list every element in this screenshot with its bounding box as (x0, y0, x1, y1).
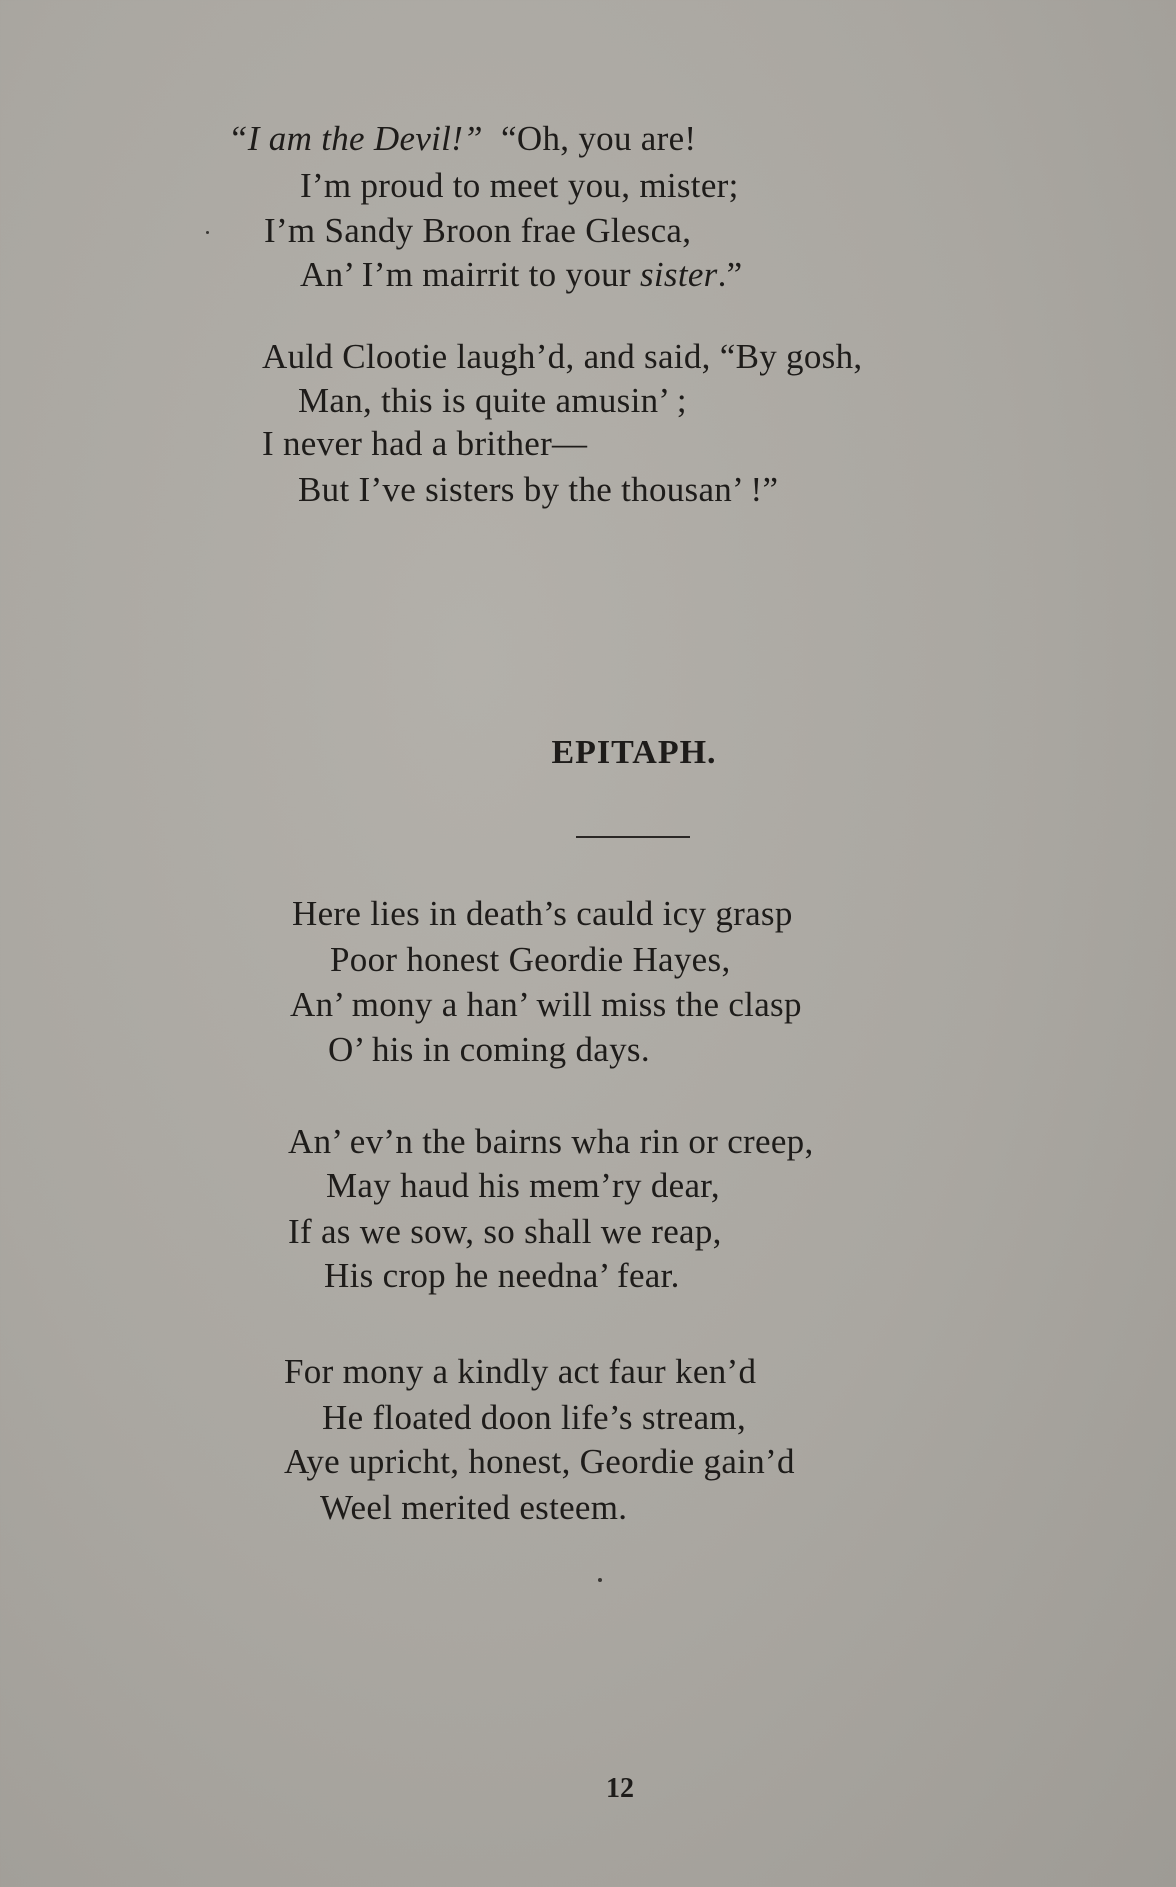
poem-line: An’ ev’n the bairns wha rin or creep, (288, 1122, 814, 1161)
poem-line: An’ I’m mairrit to your sister.” (300, 255, 743, 294)
poem-line: I never had a brither— (262, 424, 588, 463)
poem-line: Weel merited esteem. (320, 1488, 628, 1527)
quoted-speech: “I am the Devil!” (228, 119, 483, 158)
poem-line: Aye upricht, honest, Geordie gain’d (284, 1442, 795, 1481)
poem-line: I’m proud to meet you, mister; (300, 166, 739, 205)
poem-line: May haud his mem’ry dear, (326, 1166, 720, 1205)
poem-line: Auld Clootie laugh’d, and said, “By gosh, (262, 337, 863, 376)
poem-line: He floated doon life’s stream, (322, 1398, 747, 1437)
poem-line: If as we sow, so shall we reap, (288, 1212, 722, 1251)
poem-line: But I’ve sisters by the thousan’ !” (298, 470, 779, 509)
poem-line: O’ his in coming days. (328, 1030, 650, 1069)
poem-line: His crop he needna’ fear. (324, 1256, 680, 1295)
poem-line: For mony a kindly act faur ken’d (284, 1352, 757, 1391)
divider-rule (576, 836, 690, 838)
page-number: 12 (606, 1773, 634, 1804)
print-speck (598, 1578, 602, 1582)
italic-word: sister (639, 255, 718, 294)
poem-line: Man, this is quite amusin’ ; (298, 381, 687, 420)
section-heading: EPITAPH. (551, 734, 717, 771)
reply-text: “Oh, you are! (501, 119, 697, 158)
poem-line: An’ mony a han’ will miss the clasp (290, 985, 802, 1024)
poem-line: Poor honest Geordie Hayes, (330, 940, 731, 979)
poem-line (228, 119, 696, 159)
poem-line: Here lies in death’s cauld icy grasp (292, 894, 793, 933)
print-speck (206, 231, 209, 234)
poem-line: I’m Sandy Broon frae Glesca, (264, 211, 692, 250)
